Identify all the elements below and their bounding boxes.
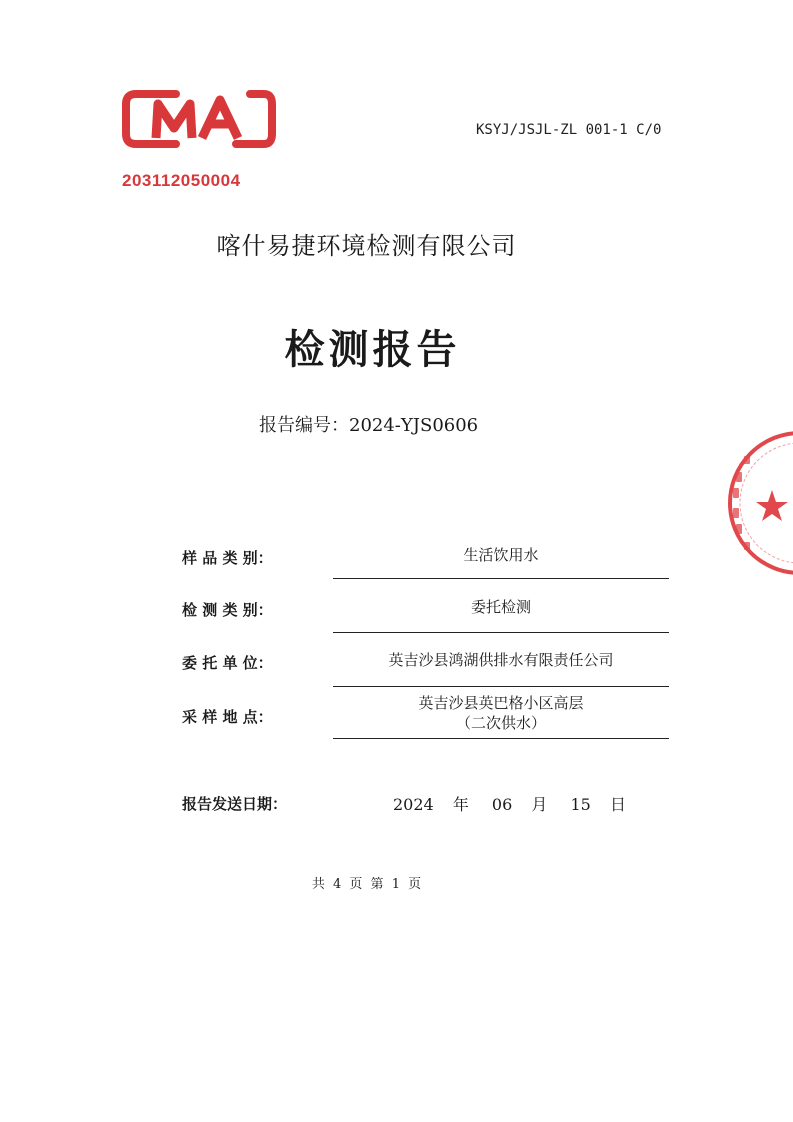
field-label-client: 委 托 单 位： bbox=[182, 654, 273, 672]
cma-number: 203112050004 bbox=[122, 171, 241, 190]
field-value-test-type: 委托检测 bbox=[470, 598, 531, 616]
company-name: 喀什易捷环境检测有限公司 bbox=[216, 232, 517, 260]
report-title: 检测报告 bbox=[284, 327, 461, 373]
field-underline bbox=[333, 686, 669, 687]
sampling-location-line2: （二次供水） bbox=[455, 714, 546, 732]
report-date-day-unit: 日 bbox=[609, 795, 626, 814]
field-label-test-type: 检 测 类 别： bbox=[182, 601, 273, 619]
report-date-label: 报告发送日期： bbox=[182, 795, 288, 813]
document-code: KSYJ/JSJL-ZL 001-1 C/0 bbox=[476, 122, 662, 138]
field-value-sampling-location bbox=[333, 693, 669, 733]
report-date-day: 15 bbox=[570, 795, 591, 814]
field-underline bbox=[333, 738, 669, 739]
report-date-year: 2024 bbox=[393, 795, 434, 814]
report-number-label: 报告编号： bbox=[259, 415, 349, 436]
report-number-value: 2024-YJS0606 bbox=[349, 415, 479, 436]
report-date-month: 06 bbox=[491, 795, 513, 814]
company-seal bbox=[722, 428, 793, 578]
field-underline bbox=[333, 632, 669, 633]
field-label-sample-type: 样 品 类 别： bbox=[182, 549, 273, 567]
field-label-sampling-location: 采 样 地 点： bbox=[182, 708, 273, 726]
report-date bbox=[393, 792, 626, 815]
field-value-client: 英吉沙县鸿湖供排水有限责任公司 bbox=[388, 651, 614, 669]
report-date-month-unit: 月 bbox=[531, 795, 548, 814]
field-underline bbox=[333, 578, 669, 579]
report-number bbox=[259, 411, 478, 437]
report-date-year-unit: 年 bbox=[452, 795, 469, 814]
page-indicator: 共 4 页 第 1 页 bbox=[311, 877, 422, 892]
sampling-location-line1: 英吉沙县英巴格小区高层 bbox=[418, 694, 584, 712]
field-value-sample-type: 生活饮用水 bbox=[463, 546, 539, 564]
